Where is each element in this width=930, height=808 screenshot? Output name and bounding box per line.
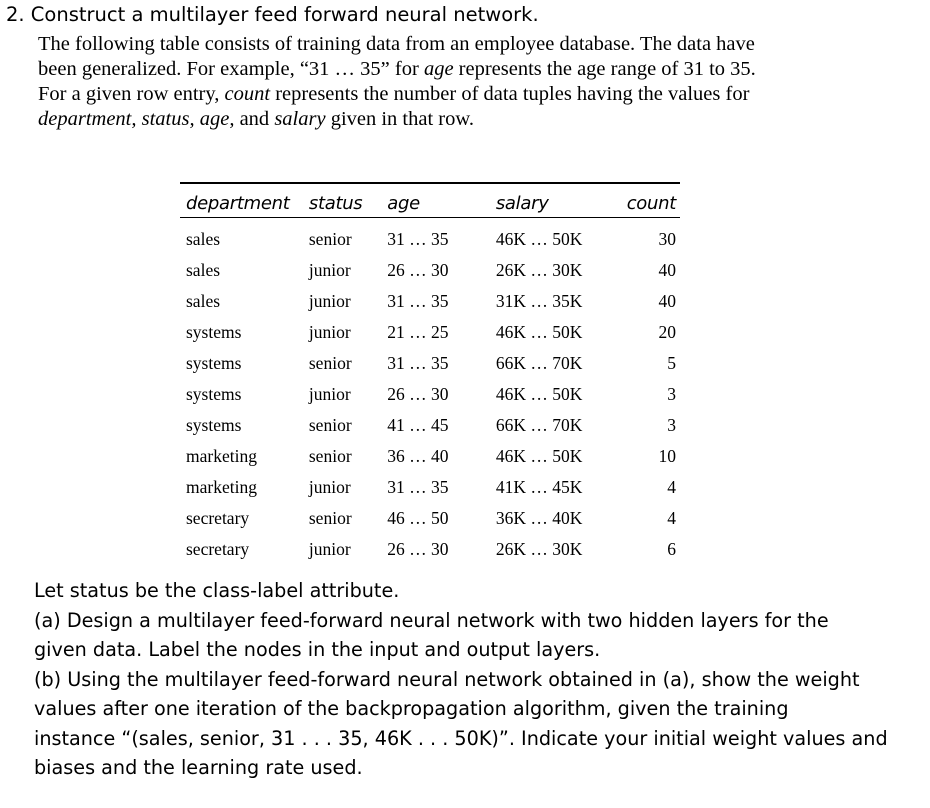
task-line: values after one iteration of the backpropagation algorithm, given the training <box>34 697 789 720</box>
task-line: (b) Using the multilayer feed-forward neural network obtained in (a), show the weight <box>34 667 860 691</box>
table-row <box>180 218 680 256</box>
cell-status: junior <box>308 539 351 559</box>
cell-count: 20 <box>658 322 676 342</box>
cell-age: 41 … 45 <box>387 415 449 435</box>
cell-count: 40 <box>658 260 676 280</box>
cell-count: 4 <box>667 477 676 497</box>
cell-status: junior <box>308 291 351 311</box>
cell-age: 31 … 35 <box>387 353 449 373</box>
intro-text: and <box>234 108 275 130</box>
cell-count: 10 <box>658 446 676 466</box>
intro-line <box>38 82 898 107</box>
header-count: count <box>621 183 680 218</box>
header-age: age <box>381 183 490 218</box>
cell-department: systems <box>186 384 242 404</box>
training-data-table <box>180 182 680 565</box>
intro-text: represents the number of data tuples having the values for <box>270 83 750 105</box>
cell-salary: 46K … 50K <box>495 384 583 404</box>
task-line: given data. Label the nodes in the input and output layers. <box>34 638 601 661</box>
cell-count: 3 <box>667 384 676 404</box>
cell-salary: 31K … 35K <box>495 291 583 311</box>
table-header-row <box>180 183 680 218</box>
cell-age: 26 … 30 <box>387 260 449 280</box>
task-instructions <box>34 576 914 783</box>
question-title: 2. Construct a multilayer feed forward neural network. <box>6 3 539 26</box>
cell-department: marketing <box>186 446 257 466</box>
table-row <box>180 348 680 379</box>
intro-line <box>38 107 898 132</box>
cell-status: senior <box>308 353 352 373</box>
table-row <box>180 441 680 472</box>
cell-age: 31 … 35 <box>387 477 449 497</box>
intro-line <box>38 32 898 57</box>
cell-status: senior <box>308 415 352 435</box>
task-line: (a) Design a multilayer feed-forward neural network with two hidden layers for the <box>34 608 829 632</box>
cell-status: senior <box>308 508 352 528</box>
cell-count: 6 <box>667 539 676 559</box>
intro-text: been generalized. For example, “31 … 35” for <box>38 58 424 80</box>
cell-status: junior <box>308 384 351 404</box>
cell-age: 36 … 40 <box>387 446 449 466</box>
cell-status: senior <box>308 446 352 466</box>
table-row <box>180 286 680 317</box>
cell-age: 26 … 30 <box>387 384 449 404</box>
cell-department: marketing <box>186 477 257 497</box>
table-row <box>180 534 680 565</box>
intro-paragraph <box>38 32 898 132</box>
task-line: biases and the learning rate used. <box>34 756 363 779</box>
intro-emphasis: age <box>423 58 454 80</box>
table-row <box>180 410 680 441</box>
cell-department: sales <box>186 260 221 280</box>
cell-department: sales <box>186 291 221 311</box>
cell-salary: 26K … 30K <box>495 260 583 280</box>
cell-status: junior <box>308 322 351 342</box>
cell-salary: 46K … 50K <box>495 229 583 249</box>
table-row <box>180 317 680 348</box>
intro-text: represents the age range of 31 to 35. <box>453 58 756 80</box>
cell-age: 21 … 25 <box>387 322 449 342</box>
cell-count: 40 <box>658 291 676 311</box>
cell-status: senior <box>308 229 352 249</box>
header-salary: salary <box>490 183 621 218</box>
cell-salary: 41K … 45K <box>495 477 583 497</box>
cell-department: sales <box>186 229 221 249</box>
intro-text: For a given row entry, <box>38 83 225 105</box>
cell-department: systems <box>186 353 242 373</box>
cell-salary: 36K … 40K <box>495 508 583 528</box>
table-row <box>180 503 680 534</box>
cell-age: 46 … 50 <box>387 508 449 528</box>
header-status: status <box>303 183 381 218</box>
task-line: instance “(sales, senior, 31 . . . 35, 46K . . . 50K)”. Indicate your initial weight values and <box>34 726 888 750</box>
intro-emphasis: count <box>224 83 271 105</box>
cell-salary: 66K … 70K <box>495 415 583 435</box>
intro-text: The following table consists of training data from an employee database. The data have <box>38 33 755 55</box>
cell-department: secretary <box>186 539 250 559</box>
intro-line <box>38 57 898 82</box>
header-department: department <box>180 183 303 218</box>
cell-salary: 66K … 70K <box>495 353 583 373</box>
table-row <box>180 255 680 286</box>
intro-text: given in that row. <box>325 108 474 130</box>
cell-salary: 46K … 50K <box>495 446 583 466</box>
intro-emphasis: department, status, age, <box>38 108 235 130</box>
task-line: Let status be the class-label attribute. <box>34 579 400 602</box>
cell-department: secretary <box>186 508 250 528</box>
cell-count: 30 <box>658 229 676 249</box>
cell-count: 4 <box>667 508 676 528</box>
cell-status: junior <box>308 260 351 280</box>
cell-age: 26 … 30 <box>387 539 449 559</box>
cell-department: systems <box>186 322 242 342</box>
table-row <box>180 472 680 503</box>
cell-age: 31 … 35 <box>387 229 449 249</box>
table-row <box>180 379 680 410</box>
cell-status: junior <box>308 477 351 497</box>
intro-emphasis: salary <box>274 108 326 130</box>
cell-department: systems <box>186 415 242 435</box>
cell-count: 5 <box>667 353 676 373</box>
cell-age: 31 … 35 <box>387 291 449 311</box>
cell-salary: 26K … 30K <box>495 539 583 559</box>
table-body <box>180 218 680 566</box>
cell-salary: 46K … 50K <box>495 322 583 342</box>
data-table <box>180 182 680 565</box>
cell-count: 3 <box>667 415 676 435</box>
